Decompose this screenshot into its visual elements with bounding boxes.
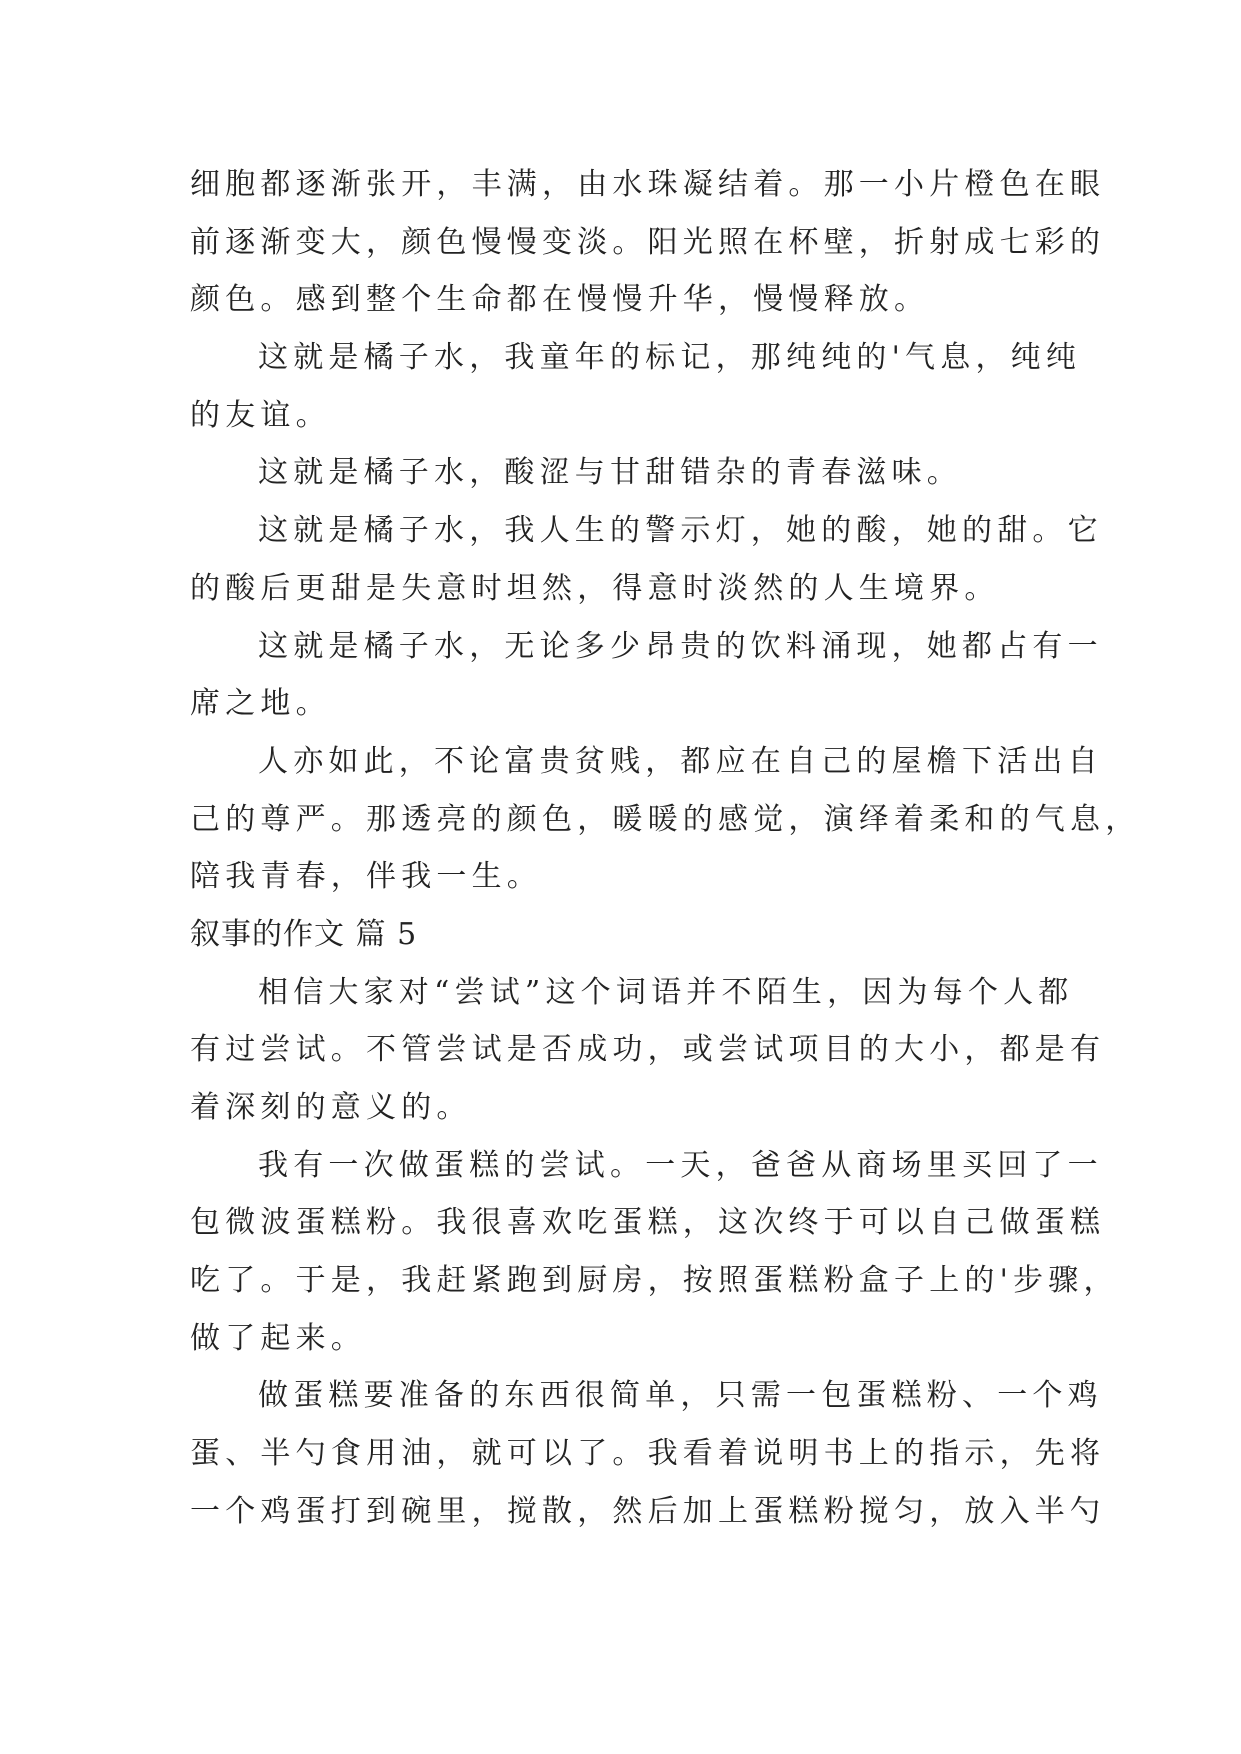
text-line: 蛋、半勺食用油，就可以了。我看着说明书上的指示，先将 [190, 1436, 1106, 1472]
text-line: 有过尝试。不管尝试是否成功，或尝试项目的大小，都是有 [190, 1032, 1106, 1068]
text-line: 的友谊。 [190, 397, 331, 433]
text-line: 陪我青春，伴我一生。 [190, 859, 542, 895]
text-line: 包微波蛋糕粉。我很喜欢吃蛋糕，这次终于可以自己做蛋糕 [190, 1205, 1106, 1241]
paragraph-start-line: 做蛋糕要准备的东西很简单，只需一包蛋糕粉、一个鸡 [258, 1378, 1103, 1414]
text-line: 席之地。 [190, 686, 331, 722]
paragraph-start-line: 这就是橘子水，我人生的警示灯，她的酸，她的甜。它 [258, 513, 1103, 549]
text-line: 颜色。感到整个生命都在慢慢升华，慢慢释放。 [190, 282, 930, 318]
paragraph-start-line: 这就是橘子水，酸涩与甘甜错杂的青春滋味。 [258, 455, 962, 491]
paragraph-start-line: 这就是橘子水，我童年的标记，那纯纯的'气息，纯纯 [258, 340, 1082, 376]
text-line: 一个鸡蛋打到碗里，搅散，然后加上蛋糕粉搅匀，放入半勺 [190, 1493, 1106, 1529]
paragraph-start-line: 相信大家对“尝试”这个词语并不陌生，因为每个人都 [258, 974, 1074, 1010]
text-line: 前逐渐变大，颜色慢慢变淡。阳光照在杯壁，折射成七彩的 [190, 224, 1106, 260]
text-line: 吃了。于是，我赶紧跑到厨房，按照蛋糕粉盒子上的'步骤， [190, 1263, 1119, 1299]
text-line: 细胞都逐渐张开，丰满，由水珠凝结着。那一小片橙色在眼 [190, 167, 1106, 202]
text-line: 着深刻的意义的。 [190, 1090, 472, 1125]
paragraph-start-line: 这就是橘子水，无论多少昂贵的饮料涌现，她都占有一 [258, 628, 1103, 664]
text-line: 的酸后更甜是失意时坦然，得意时淡然的人生境界。 [190, 570, 1000, 606]
paragraph-start-line: 我有一次做蛋糕的尝试。一天，爸爸从商场里买回了一 [258, 1147, 1103, 1183]
text-line: 己的尊严。那透亮的颜色，暖暖的感觉，演绎着柔和的气息， [190, 801, 1141, 837]
paragraph-start-line: 人亦如此，不论富贵贫贱，都应在自己的屋檐下活出自 [258, 743, 1103, 779]
essay-body [190, 156, 1141, 1541]
section-heading: 叙事的作文 篇 5 [190, 916, 418, 952]
text-line: 做了起来。 [190, 1320, 366, 1356]
